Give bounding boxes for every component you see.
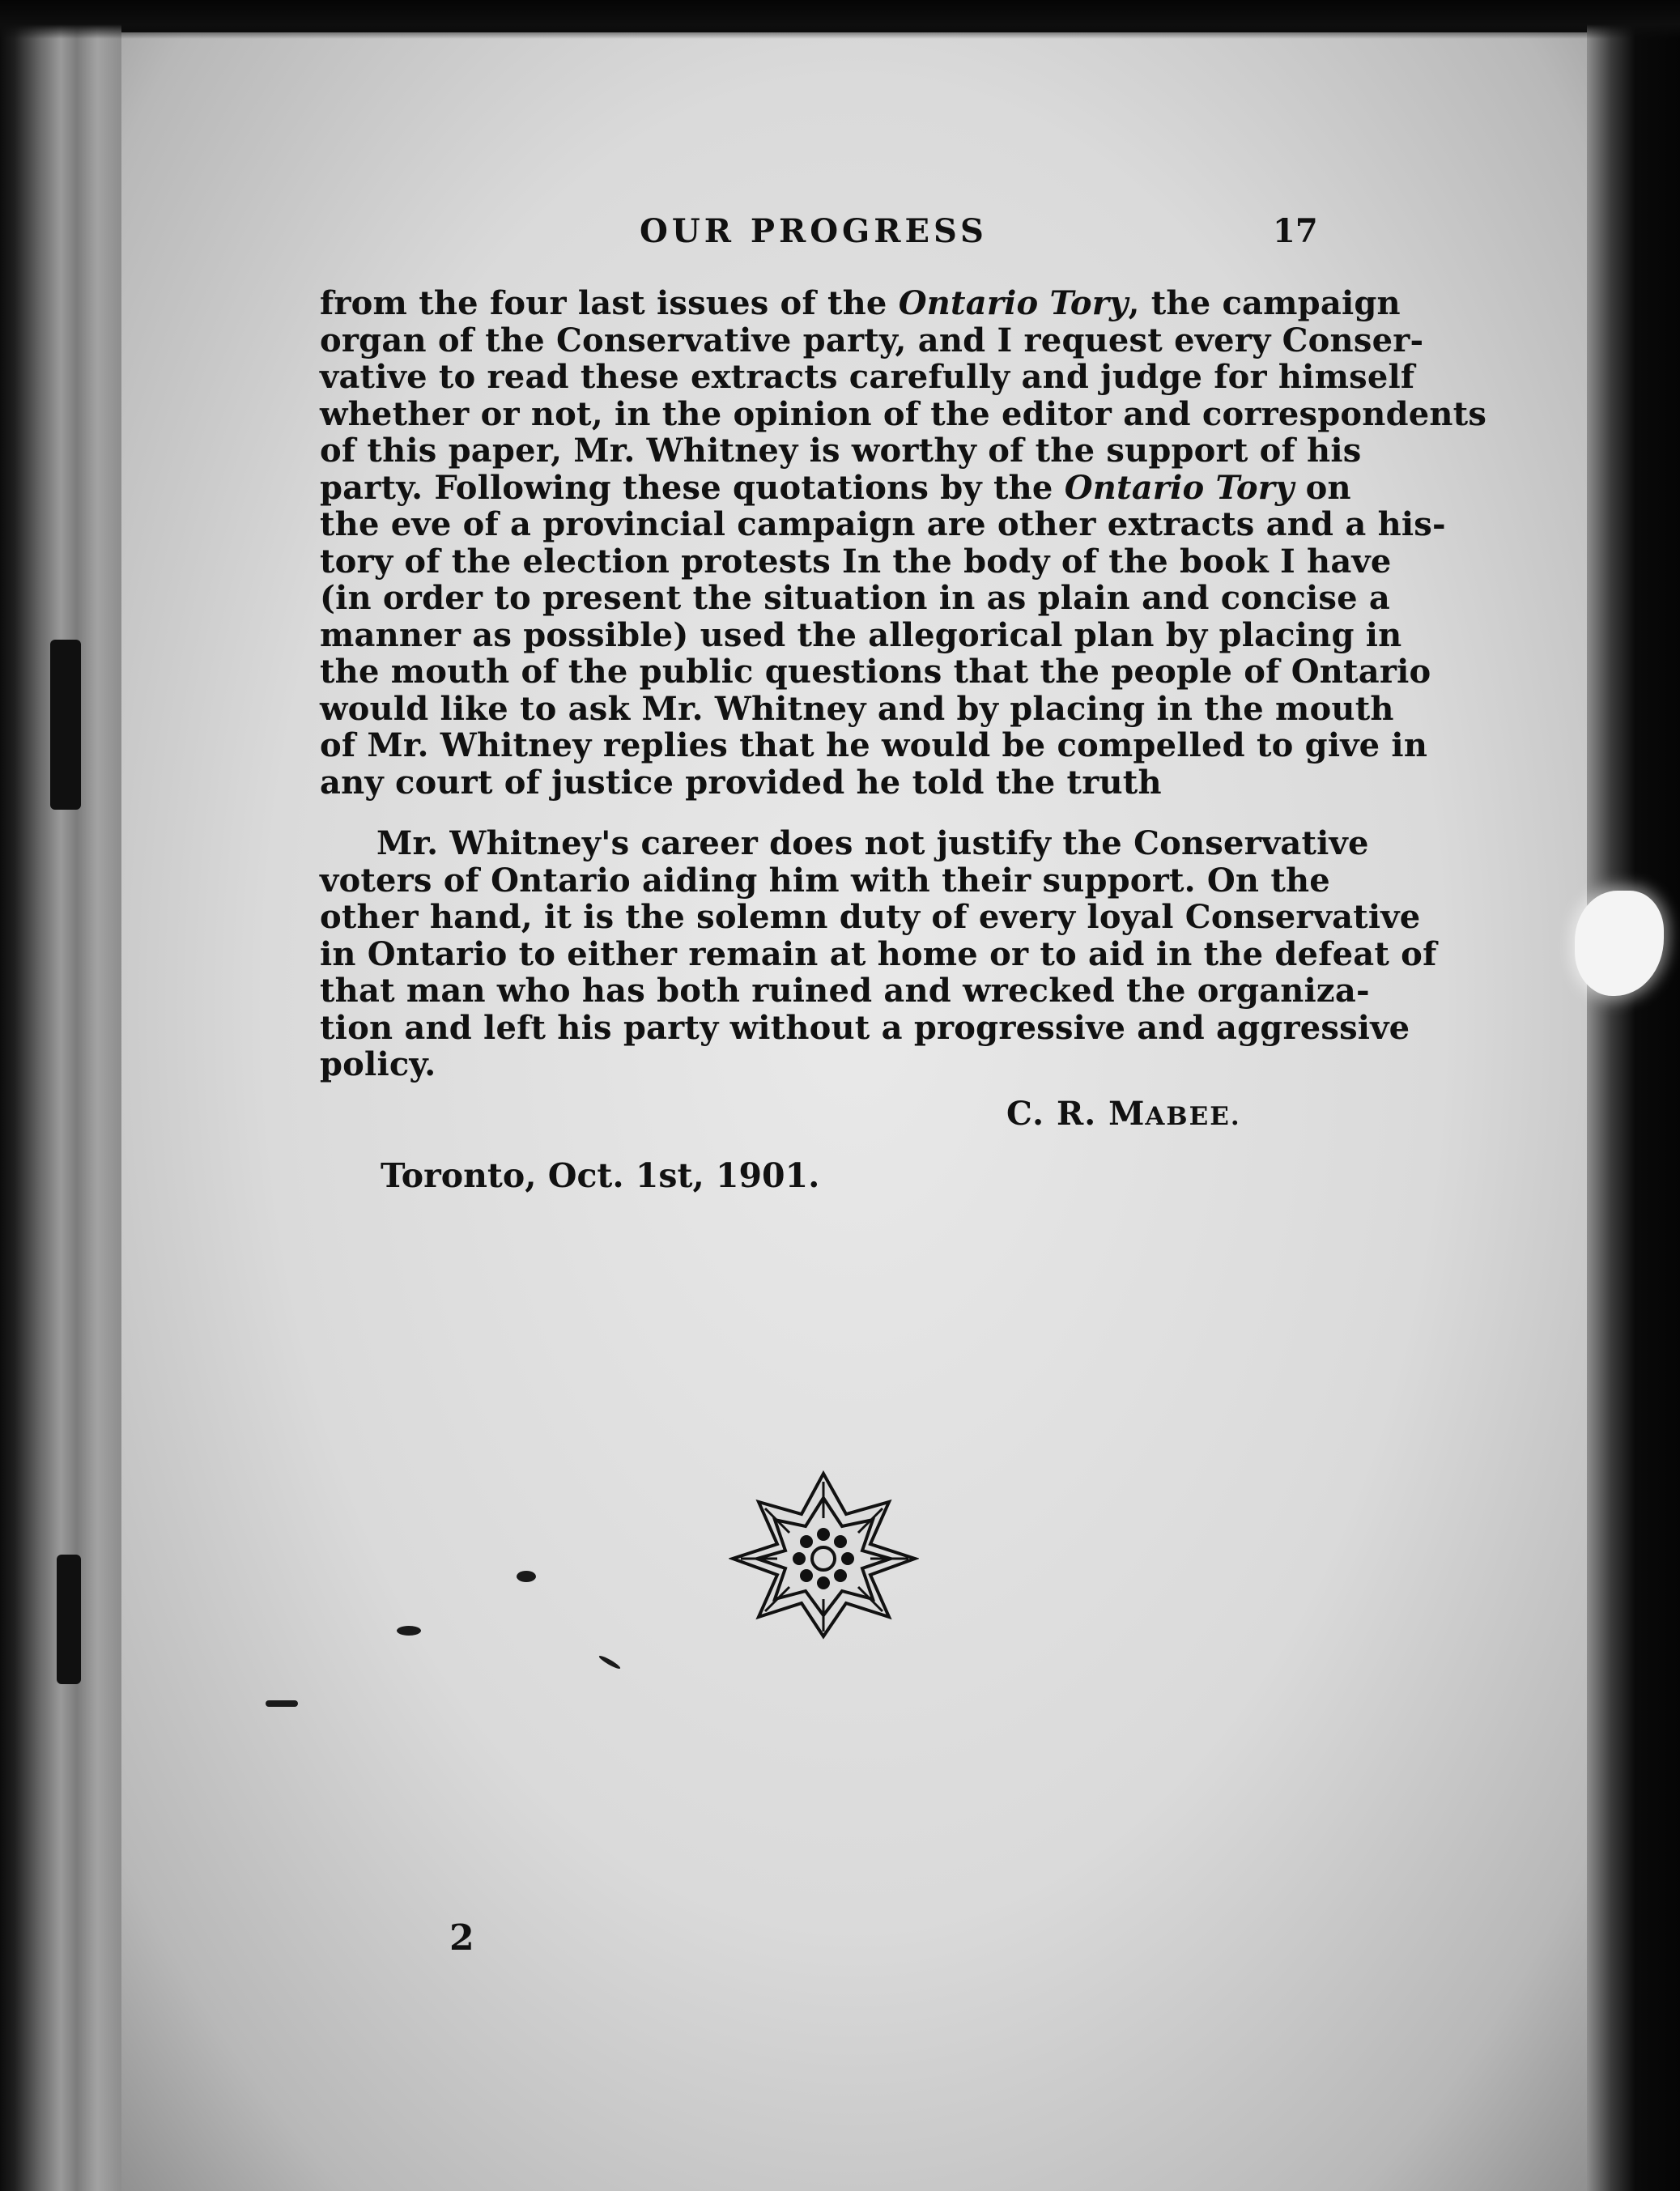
author-signature (1006, 1095, 1241, 1133)
text-line (320, 394, 1487, 433)
text-segment: would like to ask Mr. Whitney and by placing in the mouth (320, 689, 1394, 728)
ink-speck (266, 1700, 298, 1707)
text-segment: in Ontario to either remain at home or to aid in the defeat of (320, 934, 1437, 973)
text-line (320, 542, 1392, 581)
text-segment: vative to read these extracts carefully and judge for himself (320, 358, 1415, 396)
top-page-edge (0, 0, 1680, 39)
text-segment: tion and left his party without a progressive and aggressive (320, 1008, 1410, 1047)
text-segment: party. Following these quotations by the (320, 468, 1065, 507)
text-line (320, 972, 1370, 1010)
italic-title: Ontario Tory (1064, 468, 1295, 507)
spine-shadow (57, 1555, 81, 1684)
text-line (320, 432, 1362, 470)
body-paragraph-2 (320, 824, 1437, 1083)
text-segment: of Mr. Whitney replies that he would be compelled to give in (320, 726, 1428, 764)
right-page-edge (1587, 0, 1680, 2191)
text-line (320, 358, 1415, 396)
text-line (320, 653, 1431, 691)
printer-signature-mark: 2 (449, 1917, 474, 1959)
text-line (320, 1008, 1410, 1047)
page-number: 17 (1273, 212, 1318, 250)
signature-surname: ABEE. (1145, 1102, 1241, 1131)
text-segment: on (1294, 468, 1351, 507)
text-segment: manner as possible) used the allegorical plan by placing in (320, 615, 1402, 654)
text-line (320, 862, 1328, 900)
text-line (320, 726, 1428, 764)
text-segment: policy. (320, 1045, 436, 1083)
text-line (320, 764, 1328, 802)
text-line (320, 1046, 1328, 1083)
text-line (320, 615, 1402, 654)
text-line (320, 284, 1401, 322)
running-title: OUR PROGRESS (640, 212, 988, 250)
text-line (320, 934, 1437, 973)
text-line (320, 468, 1351, 507)
italic-title: Ontario Tory (898, 284, 1129, 322)
signature-initials: C. R. M (1006, 1095, 1146, 1133)
text-segment: Mr. Whitney's career does not justify the Conservative (376, 824, 1369, 862)
text-line (320, 689, 1394, 728)
eight-pointed-star-ornament-icon (729, 1470, 919, 1640)
text-segment: tory of the election protests In the body of the book I have (320, 542, 1392, 581)
ink-speck (397, 1626, 421, 1636)
spine-shadow (50, 640, 81, 810)
text-segment: that man who has both ruined and wrecked the organiza- (320, 972, 1370, 1010)
text-segment: other hand, it is the solemn duty of every loyal Conservative (320, 898, 1421, 936)
text-segment: (in order to present the situation in as plain and concise a (320, 579, 1391, 617)
text-line (320, 824, 1369, 862)
text-line (320, 898, 1421, 936)
text-segment: the eve of a provincial campaign are other extracts and a his- (320, 505, 1446, 543)
text-segment: the mouth of the public questions that the people of Ontario (320, 653, 1431, 691)
text-segment: organ of the Conservative party, and I request every Conser- (320, 321, 1424, 359)
body-paragraph-1 (320, 284, 1487, 802)
place-and-date: Toronto, Oct. 1st, 1901. (381, 1156, 820, 1195)
text-line (320, 579, 1391, 617)
text-line (320, 321, 1424, 359)
text-segment: of this paper, Mr. Whitney is worthy of the support of his (320, 432, 1362, 470)
text-segment: whether or not, in the opinion of the editor and correspondents (320, 394, 1487, 433)
book-spine (0, 0, 121, 2191)
ink-speck (517, 1571, 536, 1582)
text-segment: , the campaign (1128, 284, 1401, 322)
text-segment: any court of justice provided he told the truth (320, 763, 1162, 802)
text-segment: from the four last issues of the (320, 284, 899, 322)
text-segment: voters of Ontario aiding him with their support. On the (320, 861, 1330, 900)
text-line (320, 505, 1446, 543)
